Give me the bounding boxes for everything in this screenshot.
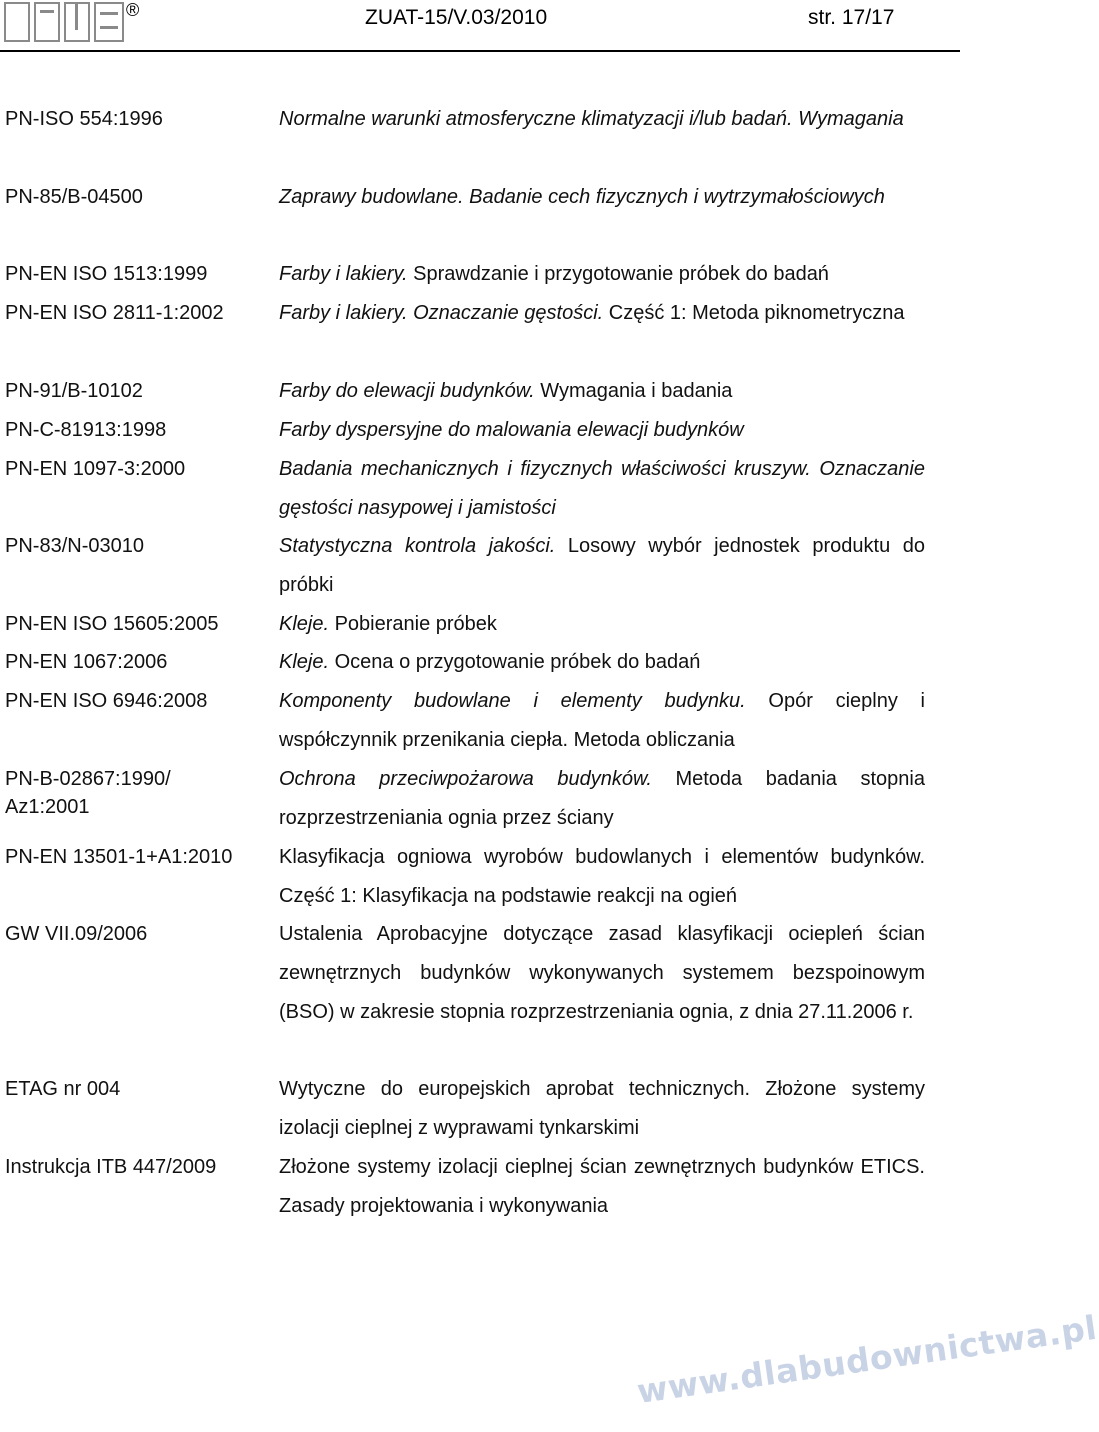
title-regular: Pobieranie próbek: [329, 613, 497, 635]
title-italic: Kleje.: [279, 651, 330, 673]
itb-logo: [4, 2, 140, 42]
standard-title: [279, 1070, 925, 1148]
standard-code: PN-EN 1067:2006: [5, 651, 168, 673]
standard-title: [279, 372, 925, 411]
title-italic: Farby i lakiery. Oznaczanie gęstości.: [279, 302, 604, 324]
standard-title: [279, 682, 925, 760]
title-regular: Wymagania i badania: [534, 380, 733, 402]
standard-title: [279, 255, 925, 294]
document-code: ZUAT-15/V.03/2010: [365, 6, 548, 29]
title-regular: Część 1: Metoda piknometryczna: [603, 302, 905, 324]
standard-title: [279, 294, 925, 333]
standard-code: Instrukcja ITB 447/2009: [5, 1156, 217, 1178]
title-italic: Statystyczna kontrola jakości.: [279, 535, 556, 557]
page-number: str. 17/17: [808, 6, 895, 29]
standard-code: PN-83/N-03010: [5, 535, 144, 557]
standard-title: [279, 915, 925, 1032]
title-italic: Farby i lakiery.: [279, 263, 408, 285]
standard-title: [279, 178, 925, 217]
standard-code: PN-EN ISO 15605:2005: [5, 613, 219, 635]
standard-code: PN-EN ISO 2811-1:2002: [5, 302, 224, 324]
title-regular: Opór cieplny i współczynnik przenikania ciepła. Metoda obliczania: [279, 690, 925, 751]
title-italic: Farby dyspersyjne do malowania elewacji budynków: [279, 419, 744, 441]
title-regular: Złożone systemy izolacji cieplnej ścian zewnętrznych budynków ETICS. Zasady projektowania i wykonywania: [279, 1156, 925, 1217]
standard-title: [279, 1148, 925, 1226]
standard-title: [279, 643, 925, 682]
watermark: www.dlabudownictwa.pl: [634, 1307, 1099, 1411]
standard-code: PN-EN 13501-1+A1:2010: [5, 846, 233, 868]
standard-code: PN-EN ISO 1513:1999: [5, 263, 208, 285]
title-italic: Kleje.: [279, 613, 330, 635]
standard-code: PN-EN 1097-3:2000: [5, 458, 186, 480]
page-header: [0, 0, 960, 52]
standard-title: [279, 760, 925, 838]
standard-code: PN-91/B-10102: [5, 380, 143, 402]
title-italic: Normalne warunki atmosferyczne klimatyzacji i/lub badań. Wymagania: [279, 108, 904, 130]
standard-title: [279, 838, 925, 916]
title-italic: Badania mechanicznych i fizycznych właściwości kruszyw. Oznaczanie gęstości nasypowej i jamistości: [279, 458, 925, 519]
standard-title: [279, 605, 925, 644]
standard-code: PN-B-02867:1990/ Az1:2001: [5, 768, 171, 818]
registered-mark: ®: [126, 0, 140, 20]
title-regular: Wytyczne do europejskich aprobat technicznych. Złożone systemy izolacji cieplnej z wyprawami tynkarskimi: [279, 1078, 925, 1139]
title-regular: Klasyfikacja ogniowa wyrobów budowlanych i elementów budynków. Część 1: Klasyfikacja na podstawie reakcji na ogień: [279, 846, 925, 907]
title-regular: Losowy wybór jednostek produktu do próbki: [279, 535, 925, 596]
standard-code: GW VII.09/2006: [5, 923, 148, 945]
title-regular: Ocena o przygotowanie próbek do badań: [329, 651, 701, 673]
standard-title: [279, 100, 925, 139]
title-italic: Ochrona przeciwpożarowa budynków.: [279, 768, 652, 790]
standard-code: PN-ISO 554:1996: [5, 108, 163, 130]
standard-title: [279, 411, 925, 450]
standard-code: ETAG nr 004: [5, 1078, 121, 1100]
standard-code: PN-EN ISO 6946:2008: [5, 690, 208, 712]
title-regular: Ustalenia Aprobacyjne dotyczące zasad klasyfikacji ociepleń ścian zewnętrznych budynków wykonywanych systemem bezspoinowym (BSO) w zakresie stopnia rozprzestrzeniania ognia, z dnia 27.11.2006 r.: [279, 923, 925, 1023]
title-regular: Sprawdzanie i przygotowanie próbek do badań: [407, 263, 829, 285]
standard-code: PN-C-81913:1998: [5, 419, 167, 441]
title-regular: Metoda badania stopnia rozprzestrzeniania ognia przez ściany: [279, 768, 925, 829]
title-italic: Farby do elewacji budynków.: [279, 380, 535, 402]
standard-code: PN-85/B-04500: [5, 186, 143, 208]
title-italic: Zaprawy budowlane. Badanie cech fizycznych i wytrzymałościowych: [279, 186, 885, 208]
title-italic: Komponenty budowlane i elementy budynku.: [279, 690, 746, 712]
standard-title: [279, 450, 925, 528]
standard-title: [279, 527, 925, 605]
